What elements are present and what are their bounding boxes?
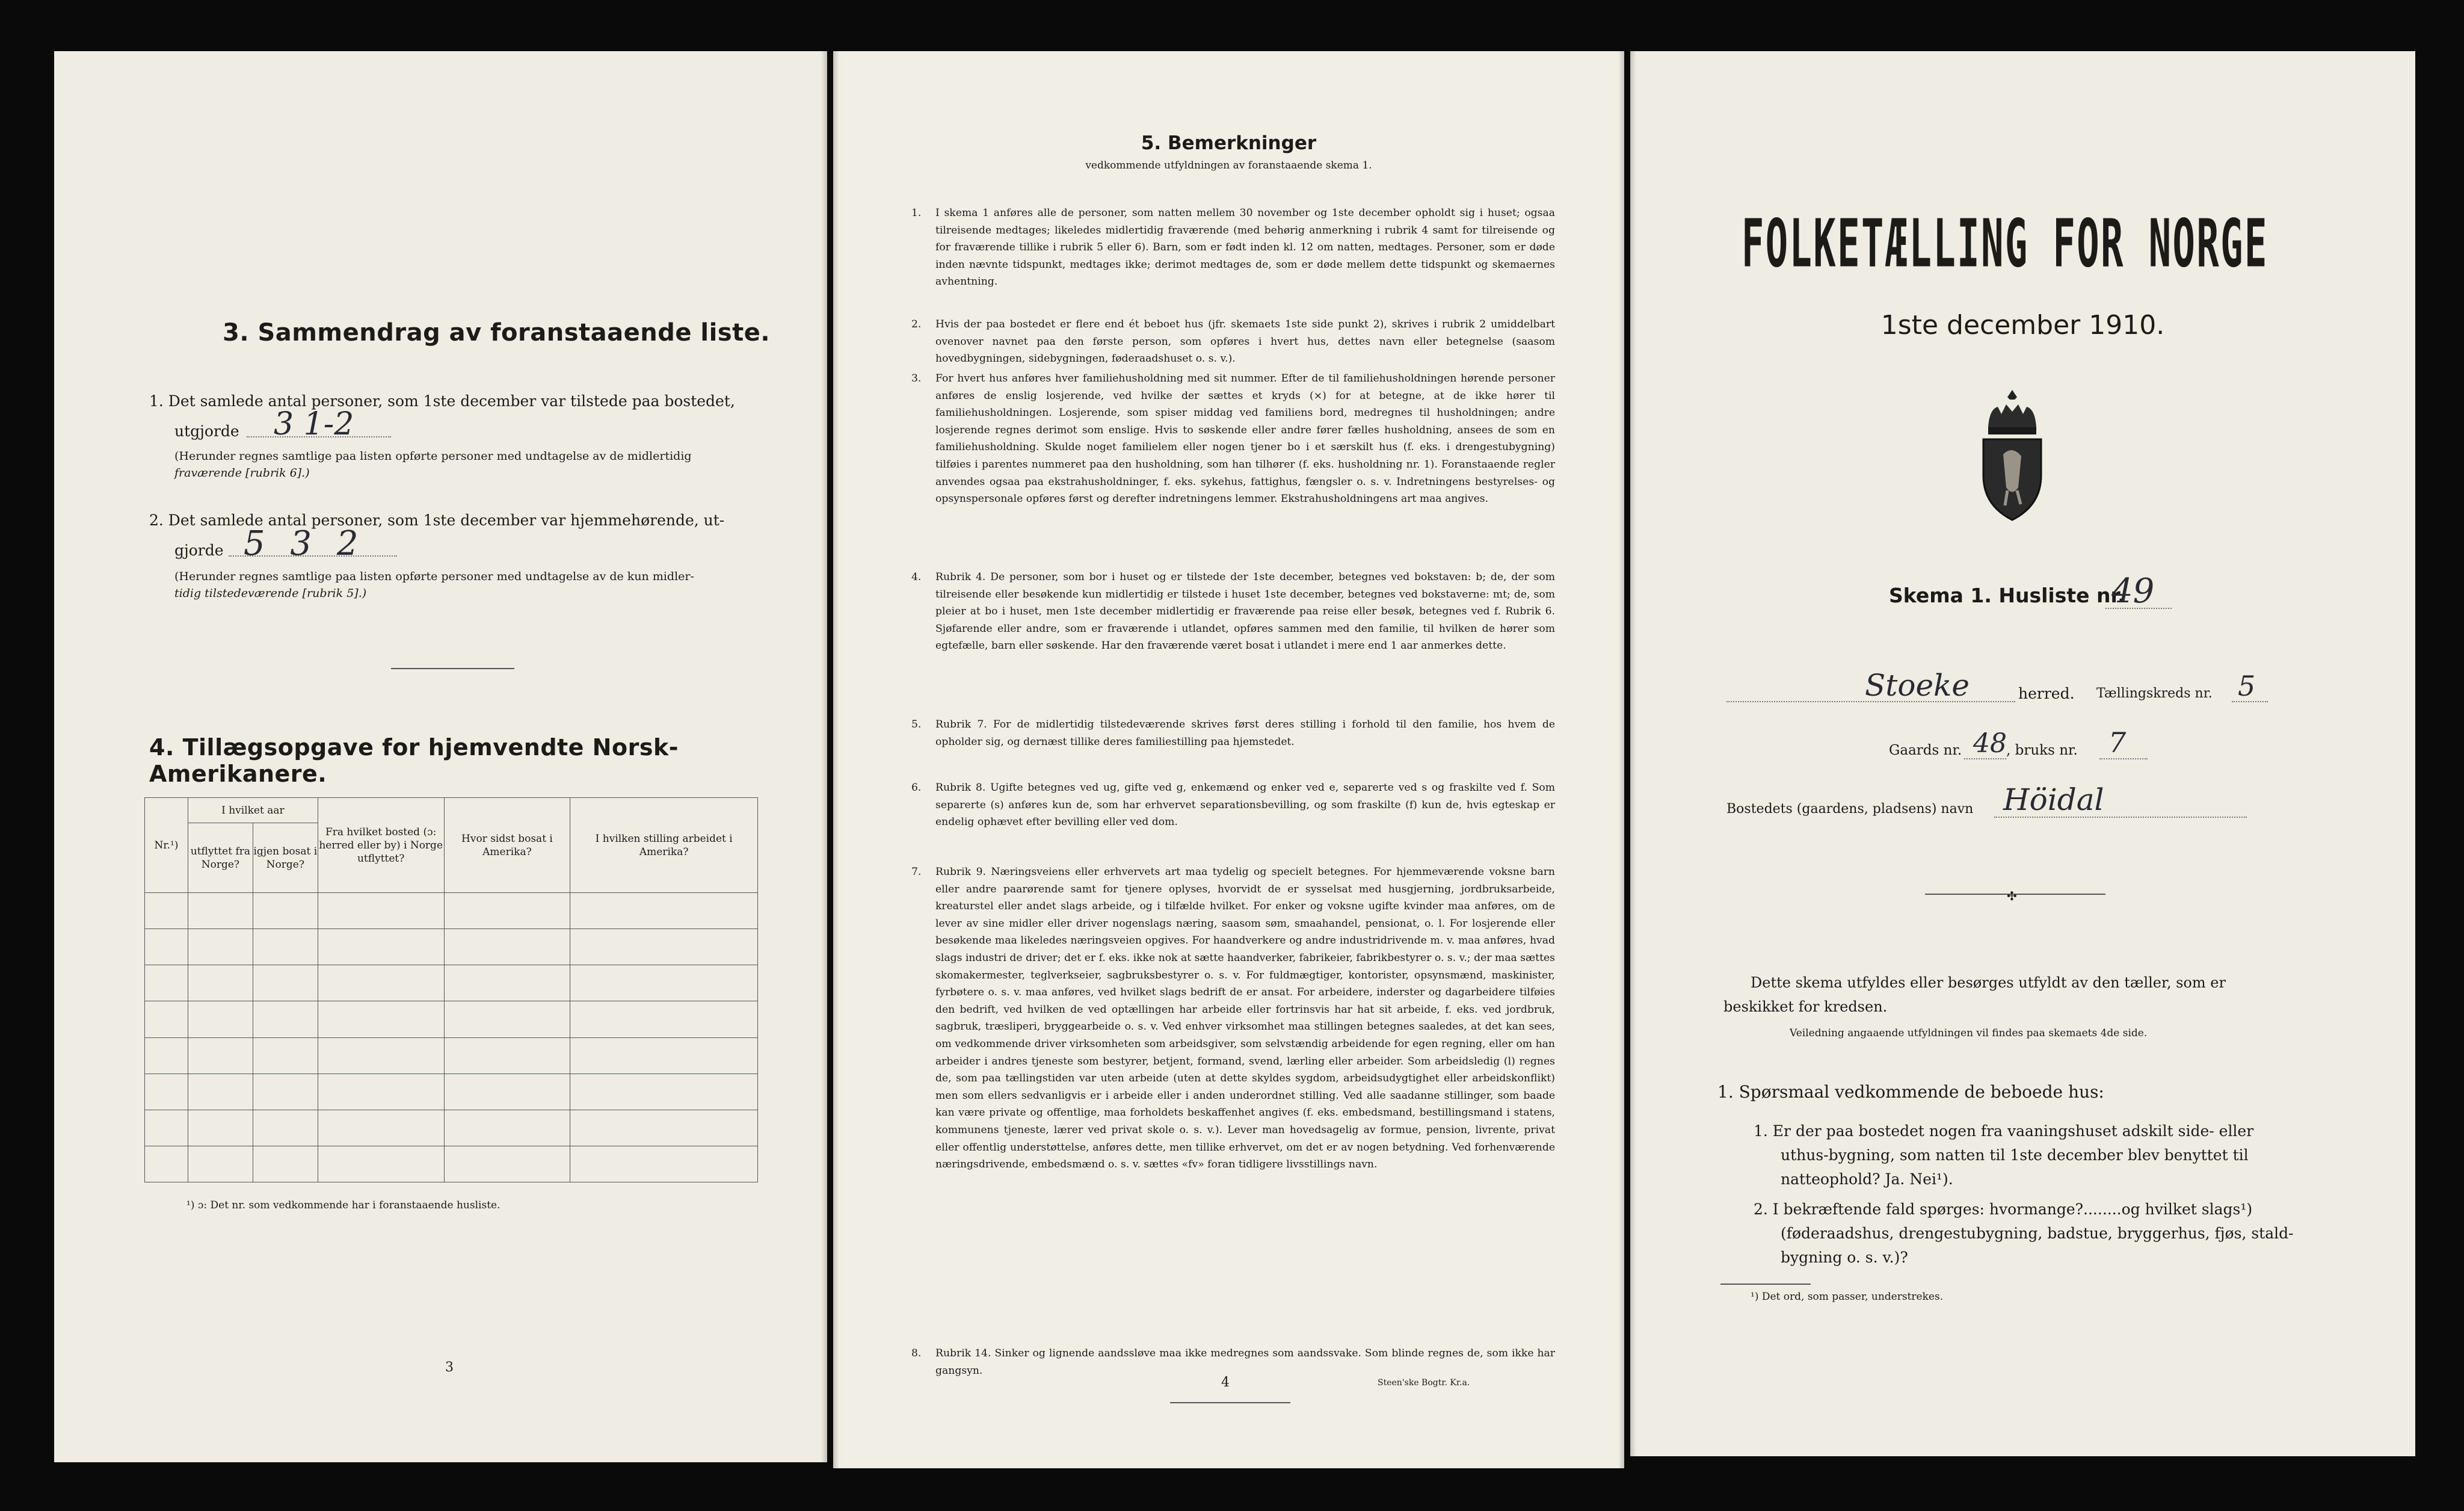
ornament-icon: ✣: [2007, 889, 2017, 903]
col-where-last: Hvor sidst bosat i Amerika?: [444, 798, 570, 893]
item2-note-2: tidig tilstedeværende [rubrik 5].): [174, 587, 367, 600]
footnote: ¹) Det ord, som passer, understrekes.: [1751, 1291, 1944, 1303]
remark-number: 3.: [911, 372, 922, 385]
table-row: [145, 1074, 758, 1110]
remark-1: [911, 205, 1555, 291]
item1-value: 3 1-2: [274, 406, 354, 442]
q1-line-2: uthus-bygning, som natten til 1ste december blev benyttet til: [1781, 1146, 2249, 1164]
remark-5: [911, 716, 1555, 750]
q2-line-3: bygning o. s. v.)?: [1781, 1249, 1908, 1266]
remark-number: 2.: [911, 318, 922, 330]
footnote-rule: [1720, 1284, 1811, 1285]
divider: [1170, 1402, 1290, 1403]
page-fold-shadow: [833, 51, 839, 1468]
col-emigrated: utflyttet fra Norge?: [188, 823, 253, 893]
remark-text: Rubrik 8. Ugifte betegnes ved ug, gifte ved g, enkemænd og enker ved e, separerte ved s og fraskilte ved f. Som separerte (s) anføres kun de, som har erhvervet separationsbevilling, og som fraskilte (f) kun de, hvis egteskap er endelig ophævet efter bevilling eller ved dom.: [935, 782, 1555, 829]
bosted-label: Bostedets (gaardens, pladsens) navn: [1726, 802, 1974, 817]
bosted-value: Höidal: [2003, 782, 2104, 817]
remark-7: [911, 864, 1555, 1173]
intro-line-2: beskikket for kredsen.: [1723, 998, 1888, 1015]
page-number: 4: [1221, 1375, 1230, 1390]
remark-number: 8.: [911, 1347, 922, 1359]
page-middle: [833, 51, 1624, 1468]
page-fold-shadow: [1618, 51, 1624, 1468]
remark-text: Rubrik 14. Sinker og lignende aandssløve maa ikke medregnes som aandssvake. Som blinde regnes de, som ikke har gangsyn.: [935, 1347, 1555, 1377]
census-date: 1ste december 1910.: [1880, 310, 2165, 341]
gaards-value: 48: [1973, 728, 2007, 759]
remark-text: Rubrik 9. Næringsveiens eller erhvervets art maa tydelig og specielt betegnes. For hjemmeværende voksne barn eller andre paarørende samt for tjenere oplyses, hvorvidt de er sysselsat med husgjerning, jordbruksarbeide, kreaturstel eller andet slags arbeide, og i tilfælde hvilket. For enker og voksne ugifte kvinder maa anføres, om de lever av sine midler eller driver nogenslags næring, saasom søm, smaahandel, pensionat, o. l. For losjerende eller besøkende maa likeledes næringsveien opgives. For haandverkere og andre industridrivende m. v. maa anføres, hvad slags industri de driver; det er f. eks. ikke nok at sætte haandverker, fabrikeier, fabrikbestyrer o. s. v.; der maa sættes skomakermester, teglverkseier, sagbruksbestyrer o. s. v. For fuldmægtiger, kontorister, opsynsmænd, maskinister, fyrbøtere o. s. v. maa anføres, ved hvilket slags bedrift de er ansat. For arbeidere, inderster og dagarbeidere tilføies den bedrift, ved hvilken de ved optællingen har arbeide eller fortrinsvis har hat sit arbeide, f. eks. ved jordbruk, sagbruk, træsliperi, bryggearbeide o. s. v. Ved enhver virksomhet maa stillingen betegnes saaledes, at det kan sees, om vedkommende driver virksomheten som arbeidsgiver, som selvstændig arbeidende for egen regning, eller om han arbeider i andres tjeneste som bestyrer, betjent, formand, svend, lærling eller arbeider. Som arbeidsledig (l) regnes de, som paa tællingstiden var uten arbeide (uten at dette skyldes sygdom, arbeidsudygtighet eller arbeidskonflikt) men som ellers sedvanligvis er i arbeide eller i anden underordnet stilling. Ved alle saadanne stillinger, som baade kan være private og offentlige, maa forholdets beskaffenhet angives (f. eks. embedsmand, bestillingsmand i statens, kommunens tjeneste, lærer ved privat skole o. s. v.). Lever man hovedsagelig av formue, pension, livrente, privat eller offentlig understøttelse, anføres dette, men tillike erhvervet, om det er av nogen betydning. Ved forhenværende næringsdrivende, embedsmænd o. s. v. sættes «fv» foran tidligere livsstillings navn.: [935, 866, 1555, 1171]
divider: [391, 668, 514, 669]
remark-number: 4.: [911, 571, 922, 583]
col-returned: igjen bosat i Norge?: [253, 823, 318, 893]
schema-label: Skema 1. Husliste nr.: [1889, 584, 2125, 607]
husliste-number: 49: [2111, 572, 2155, 611]
bruks-label: , bruks nr.: [2006, 743, 2078, 758]
table-footnote: ¹) ɔ: Det nr. som vedkommende har i foranstaaende husliste.: [186, 1199, 500, 1211]
col-position: I hvilken stilling arbeidet i Amerika?: [570, 798, 758, 893]
remark-number: 1.: [911, 207, 922, 219]
remarks-title: 5. Bemerkninger: [1141, 132, 1317, 154]
questions-heading: 1. Spørsmaal vedkommende de beboede hus:: [1717, 1082, 2104, 1102]
item2-text: 2. Det samlede antal personer, som 1ste december var hjemmehørende, ut-: [149, 511, 725, 529]
kreds-label: Tællingskreds nr.: [2096, 686, 2213, 701]
table-row: [145, 929, 758, 965]
item1-label: utgjorde: [174, 422, 239, 440]
section3-title: 3. Sammendrag av foranstaaende liste.: [223, 319, 771, 347]
norsk-amerikanere-table: [144, 797, 758, 1182]
col-year-group: I hvilket aar: [188, 798, 318, 823]
remark-text: For hvert hus anføres hver familiehusholdning med sit nummer. Efter de til familiehusholdningen hørende personer anføres de enslig losjerende, ved hvilke der sættes et kryds (×) for at betegne, at de ikke hører til familiehusholdningen. Losjerende, som spiser middag ved familiens bord, medregnes til husholdningen; andre losjerende regnes derimot som enslige. Hvis to søskende eller andre fører fælles husholdning, ansees de som en familiehusholdning. Skulde noget familielem eller nogen tjener bo i et særskilt hus (f. eks. i drengestubygning) tilføies i parentes nummeret paa den husholdning, som han tilhører (f. eks. husholdning nr. 1). Foranstaaende regler anvendes ogsaa paa ekstrahusholdninger, f. eks. sykehus, fattighus, fængsler o. s. v. Indretningens bestyrelses- og opsynspersonale opføres først og derefter indretningens lemmer. Ekstrahusholdningens art maa angives.: [935, 372, 1555, 505]
page-left: [54, 51, 827, 1462]
item1-note-1: (Herunder regnes samtlige paa listen opførte personer med undtagelse av de midlertidig: [174, 450, 692, 463]
remark-3: [911, 370, 1555, 508]
remark-text: Hvis der paa bostedet er flere end ét beboet hus (jfr. skemaets 1ste side punkt 2), skrives i rubrik 2 umiddelbart ovenover navnet paa den første person, som opføres i hvert hus, dettes navn eller betegnelse (saasom hovedbygningen, sidebygningen, føderaadshuset o. s. v.).: [935, 318, 1555, 365]
item2-label: gjorde: [174, 542, 224, 559]
remark-number: 7.: [911, 866, 922, 878]
q1-line-1: 1. Er der paa bostedet nogen fra vaaningshuset adskilt side- eller: [1754, 1122, 2254, 1140]
herred-label: herred.: [2018, 685, 2075, 702]
q2-line-2: (føderaadshus, drengestubygning, badstue, bryggerhus, fjøs, stald-: [1781, 1225, 2294, 1242]
remark-2: [911, 316, 1555, 368]
col-nr: Nr.¹): [145, 798, 188, 893]
table-row: [145, 1146, 758, 1182]
page-right: [1630, 51, 2415, 1456]
remark-number: 5.: [911, 718, 922, 731]
table-row: [145, 893, 758, 929]
remark-number: 6.: [911, 782, 922, 794]
remark-text: Rubrik 7. For de midlertidig tilstedeværende skrives først deres stilling i forhold til den familie, hos hvem de opholder sig, og dernæst tillike deres familiestilling paa hjemstedet.: [935, 718, 1555, 748]
table-row: [145, 1110, 758, 1146]
remark-4: [911, 569, 1555, 655]
table-row: [145, 1001, 758, 1037]
page-number: 3: [445, 1360, 454, 1375]
remark-text: I skema 1 anføres alle de personer, som natten mellem 30 november og 1ste december opholdt sig i huset; ogsaa tilreisende medtages; likeledes midlertidig fraværende (med behørig anmerkning i rubrik 4 samt for tilreisende og for fraværende tillike i rubrik 5 eller 6). Barn, som er født inden kl. 12 om natten, medtages. Personer, som er døde inden nævnte tidspunkt, medtages ikke; derimot medtages de, som er døde mellem dette tidspunkt og skemaernes avhentning.: [935, 207, 1555, 288]
page-fold-shadow: [1630, 51, 1636, 1456]
remark-text: Rubrik 4. De personer, som bor i huset og er tilstede der 1ste december, betegnes ved bokstaven: b; de, der som tilreisende eller besøkende kun midlertidig er tilstede i huset 1ste december, betegnes ved bokstaverne: mt; de, som pleier at bo i huset, men 1ste december midlertidig er fraværende paa reise eller besøk, betegnes ved f. Rubrik 6. Sjøfarende eller andre, som er fraværende i utlandet, opføres sammen med den familie, til hvilken de hører som egtefælle, barn eller søskende. Har den fraværende været bosat i utlandet i mere end 1 aar anmerkes dette.: [935, 571, 1555, 652]
item2-note-1: (Herunder regnes samtlige paa listen opførte personer med undtagelse av de kun midler-: [174, 570, 694, 583]
guidance-note: Veiledning angaaende utfyldningen vil findes paa skemaets 4de side.: [1790, 1027, 2148, 1039]
bruks-value: 7: [2108, 726, 2127, 759]
remarks-subtitle: vedkommende utfyldningen av foranstaaende skema 1.: [1085, 159, 1372, 171]
item1-text: 1. Det samlede antal personer, som 1ste december var tilstede paa bostedet,: [149, 392, 735, 410]
gaards-label: Gaards nr.: [1889, 743, 1962, 758]
kreds-value: 5: [2238, 670, 2256, 702]
remark-6: [911, 779, 1555, 831]
intro-line-1: Dette skema utfyldes eller besørges utfyldt av den tæller, som er: [1751, 974, 2226, 991]
q1-line-3: natteophold? Ja. Nei¹).: [1781, 1170, 1953, 1188]
q2-line-1: 2. I bekræftende fald spørges: hvormange?........og hvilket slags¹): [1754, 1200, 2253, 1218]
remark-8: [911, 1345, 1555, 1379]
census-title: FOLKETÆLLING FOR NORGE: [1742, 205, 2268, 282]
col-from-where: Fra hvilket bosted (ɔ: herred eller by) i Norge utflyttet?: [318, 798, 444, 893]
printer-mark: Steen'ske Bogtr. Kr.a.: [1378, 1378, 1470, 1388]
table-row: [145, 965, 758, 1001]
section4-title: 4. Tillægsopgave for hjemvendte Norsk-Amerikanere.: [149, 734, 679, 787]
herred-value: Stoeke: [1865, 668, 1970, 703]
item1-note-2: fraværende [rubrik 6].): [174, 466, 310, 480]
item2-value: 5 3 2: [244, 524, 366, 563]
coat-of-arms-icon: [1970, 385, 2054, 524]
table-row: [145, 1037, 758, 1074]
